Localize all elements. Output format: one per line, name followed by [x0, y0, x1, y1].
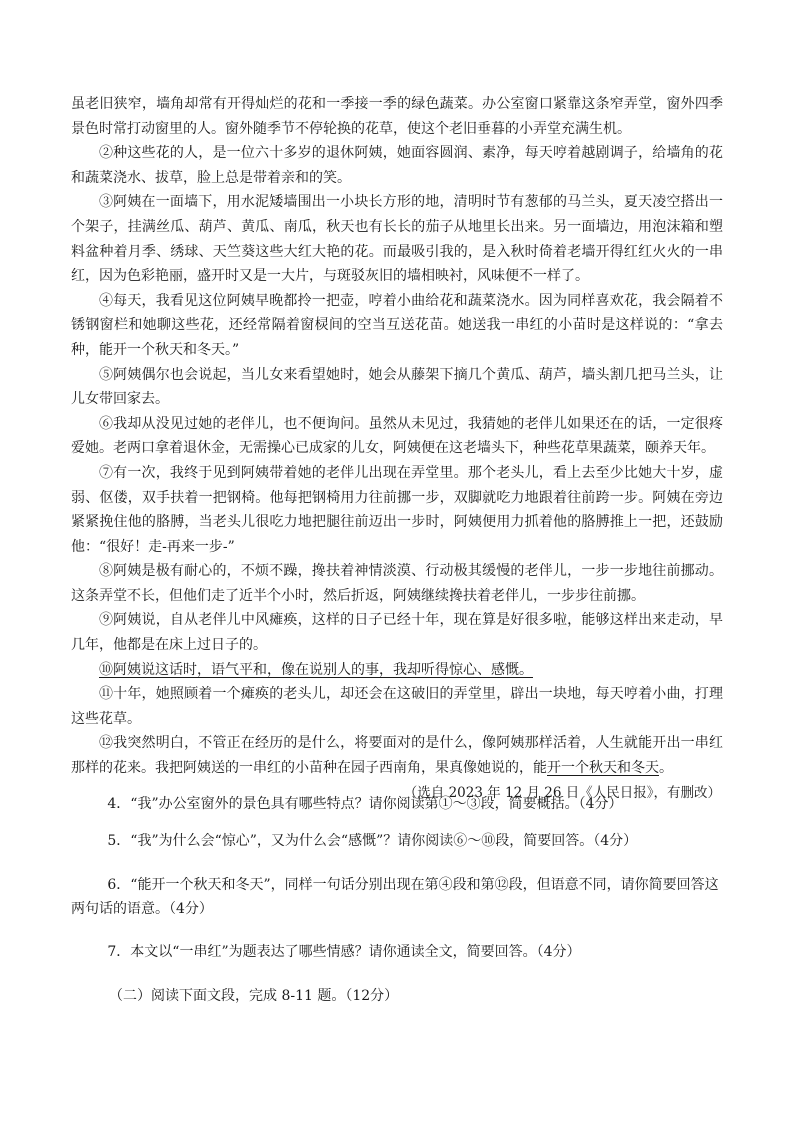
paragraph-12 [71, 731, 723, 780]
question-5: 5．“我”为什么会“惊心”，又为什么会“感慨”？请你阅读⑥～⑩段，简要回答。（4分） [107, 833, 638, 849]
paragraph-12-text: ⑫我突然明白，不管正在经历的是什么，将要面对的是什么，像阿姨那样活着，人生就能开出一串红那样的花来。我把阿姨送的一串红的小苗种在园子西南角，果真像她说的，能 [71, 735, 723, 777]
paragraph-9: ⑨阿姨说，自从老伴儿中风瘫痪，这样的日子已经十年，现在算是好很多啦，能够这样出来走动，早几年，他都是在床上过日子的。 [71, 612, 723, 654]
question-4: 4．“我”办公室窗外的景色具有哪些特点？请你阅读第①～③段，简要概括。（4分） [107, 796, 623, 812]
question-7: 7．本文以“一串红”为题表达了哪些情感？请你通读全文，简要回答。（4分） [107, 944, 581, 960]
reading-passage [71, 92, 723, 805]
paragraph-10 [71, 658, 723, 683]
paragraph-8: ⑧阿姨是极有耐心的，不烦不躁，搀扶着神情淡漠、行动极其缓慢的老伴儿，一步一步地往前挪动。这条弄堂不长，但他们走了近半个小时，然后折返，阿姨继续搀扶着老伴儿，一步步往前挪。 [71, 563, 723, 604]
source-citation: （选自 2023 年 12 月 26 日《人民日报》，有删改） [403, 784, 721, 801]
paragraph-12-end: 。 [659, 760, 673, 777]
section-2-heading: （二）阅读下面文段，完成 8-11 题。（12分） [109, 988, 399, 1004]
paragraph-6: ⑥我却从没见过她的老伴儿，也不便询问。虽然从未见过，我猜她的老伴儿如果还在的话，一定很疼爱她。老两口拿着退休金，无需操心已成家的儿女，阿姨便在这老墙头下，种些花草果蔬菜，颐养天年。 [71, 415, 723, 457]
underlined-phrase: 开一个秋天和冬天 [547, 760, 659, 777]
paragraph-2: ②种这些花的人，是一位六十多岁的退休阿姨，她面容圆润、素净，每天哼着越剧调子，给墙角的花和蔬菜浇水、拔草，脸上总是带着亲和的笑。 [71, 145, 723, 186]
paragraph-3: ③阿姨在一面墙下，用水泥矮墙围出一小块长方形的地，清明时节有葱郁的马兰头，夏天凌空搭出一个架子，挂满丝瓜、葫芦、黄瓜、南瓜，秋天也有长长的茄子从地里长出来。另一面墙边，用泡沫箱和塑料盆种着月季、绣球、天竺葵这些大红大艳的花。而最吸引我的，是入秋时倚着老墙开得红红火火的一串红，因为色彩艳丽，盛开时又是一大片，与斑驳灰旧的墙相映衬，风味便不一样了。 [71, 194, 723, 285]
paragraph-1: 虽老旧狭窄，墙角却常有开得灿烂的花和一季接一季的绿色蔬菜。办公室窗口紧靠这条窄弄堂，窗外四季景色时常打动窗里的人。窗外随季节不停轮换的花草，使这个老旧垂暮的小弄堂充满生机。 [71, 96, 723, 137]
paragraph-5: ⑤阿姨偶尔也会说起，当儿女来看望她时，她会从藤架下摘几个黄瓜、葫芦，墙头割几把马兰头，让儿女带回家去。 [71, 366, 723, 408]
paragraph-4: ④每天，我看见这位阿姨早晚都拎一把壶，哼着小曲给花和蔬菜浇水。因为同样喜欢花，我会隔着不锈钢窗栏和她聊这些花，还经常隔着窗棂间的空当互送花苗。她送我一串红的小苗时是这样说的：“拿去种，能开一个秋天和冬天。” [71, 292, 723, 358]
question-6: 6．“能开一个秋天和冬天”，同样一句话分别出现在第④段和第⑫段，但语意不同，请你简要回答这两句话的语意。（4分） [71, 877, 719, 917]
paragraph-7: ⑦有一次，我终于见到阿姨带着她的老伴儿出现在弄堂里。那个老头儿，看上去至少比她大十岁，虚弱、伛偻，双手扶着一把钢椅。他每把钢椅用力往前挪一步，双脚就吃力地跟着往前跨一步。阿姨在旁边紧紧挽住他的胳膊，当老头儿很吃力地把腿往前迈出一步时，阿姨便用力抓着他的胳膊推上一把，还鼓励他：“很好！走-再来一步-” [71, 464, 723, 555]
underlined-sentence: ⑩阿姨说这话时，语气平和，像在说别人的事，我却听得惊心、感慨。 [99, 661, 533, 678]
paragraph-11: ⑪十年，她照顾着一个瘫痪的老头儿，却还会在这破旧的弄堂里，辟出一块地，每天哼着小曲，打理这些花草。 [71, 686, 723, 727]
